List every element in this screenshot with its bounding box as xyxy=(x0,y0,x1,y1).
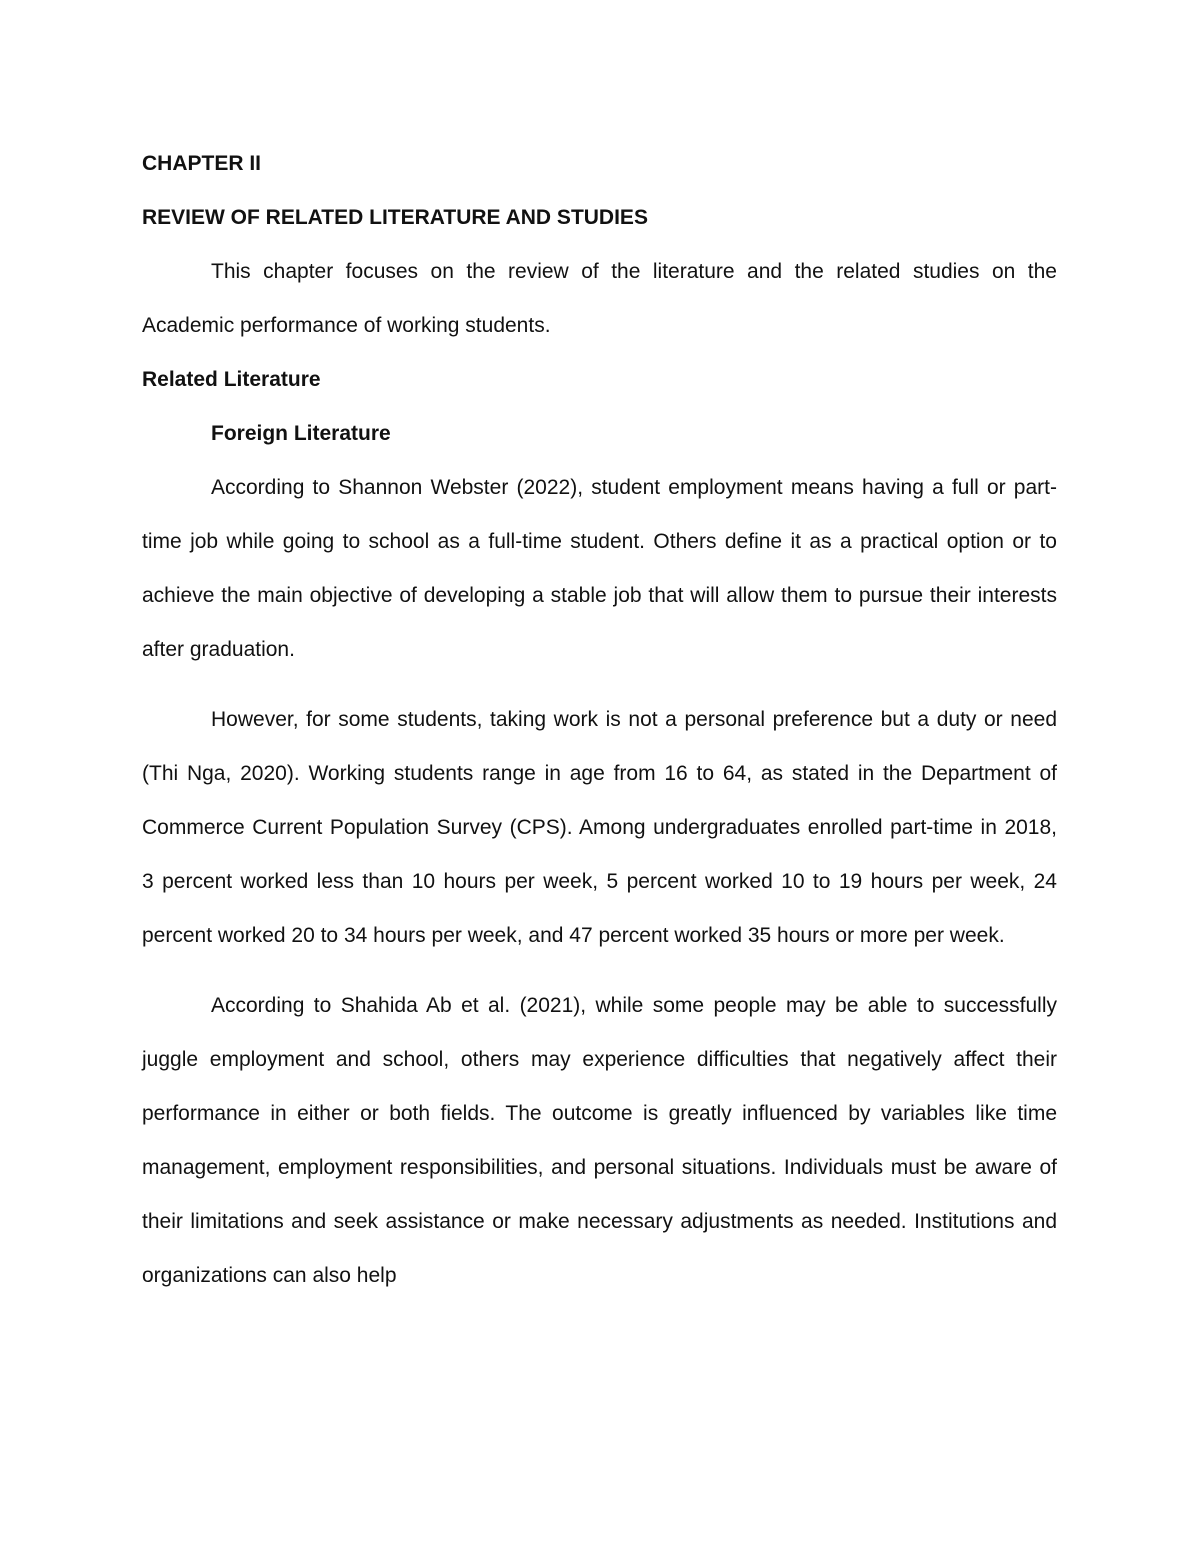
intro-paragraph: This chapter focuses on the review of the literature and the related studies on the Academic performance of working students. xyxy=(142,260,1057,337)
chapter-title: REVIEW OF RELATED LITERATURE AND STUDIES xyxy=(142,206,648,229)
body-paragraph: According to Shahida Ab et al. (2021), while some people may be able to successfully juggle employment and school, others may experience difficulties that negatively affect their performance in either or both fields. The outcome is greatly influenced by variables like time management, employment responsibilities, and personal situations. Individuals must be aware of their limitations and seek assistance or make necessary adjustments as needed. Institutions and organizations can also help xyxy=(142,994,1057,1287)
section-heading: Related Literature xyxy=(142,368,321,391)
chapter-label: CHAPTER II xyxy=(142,152,262,175)
body-paragraph: However, for some students, taking work is not a personal preference but a duty or need (Thi Nga, 2020). Working students range in age from 16 to 64, as stated in the Department of Commerce Current Population Survey (CPS). Among undergraduates enrolled part-time in 2018, 3 percent worked less than 10 hours per week, 5 percent worked 10 to 19 hours per week, 24 percent worked 20 to 34 hours per week, and 47 percent worked 35 hours or more per week. xyxy=(142,708,1057,947)
subsection-heading: Foreign Literature xyxy=(211,422,391,445)
body-paragraph: According to Shannon Webster (2022), student employment means having a full or part-time job while going to school as a full-time student. Others define it as a practical option or to achieve the main objective of developing a stable job that will allow them to pursue their interests after graduation. xyxy=(142,476,1057,661)
page-content xyxy=(142,137,1057,1319)
